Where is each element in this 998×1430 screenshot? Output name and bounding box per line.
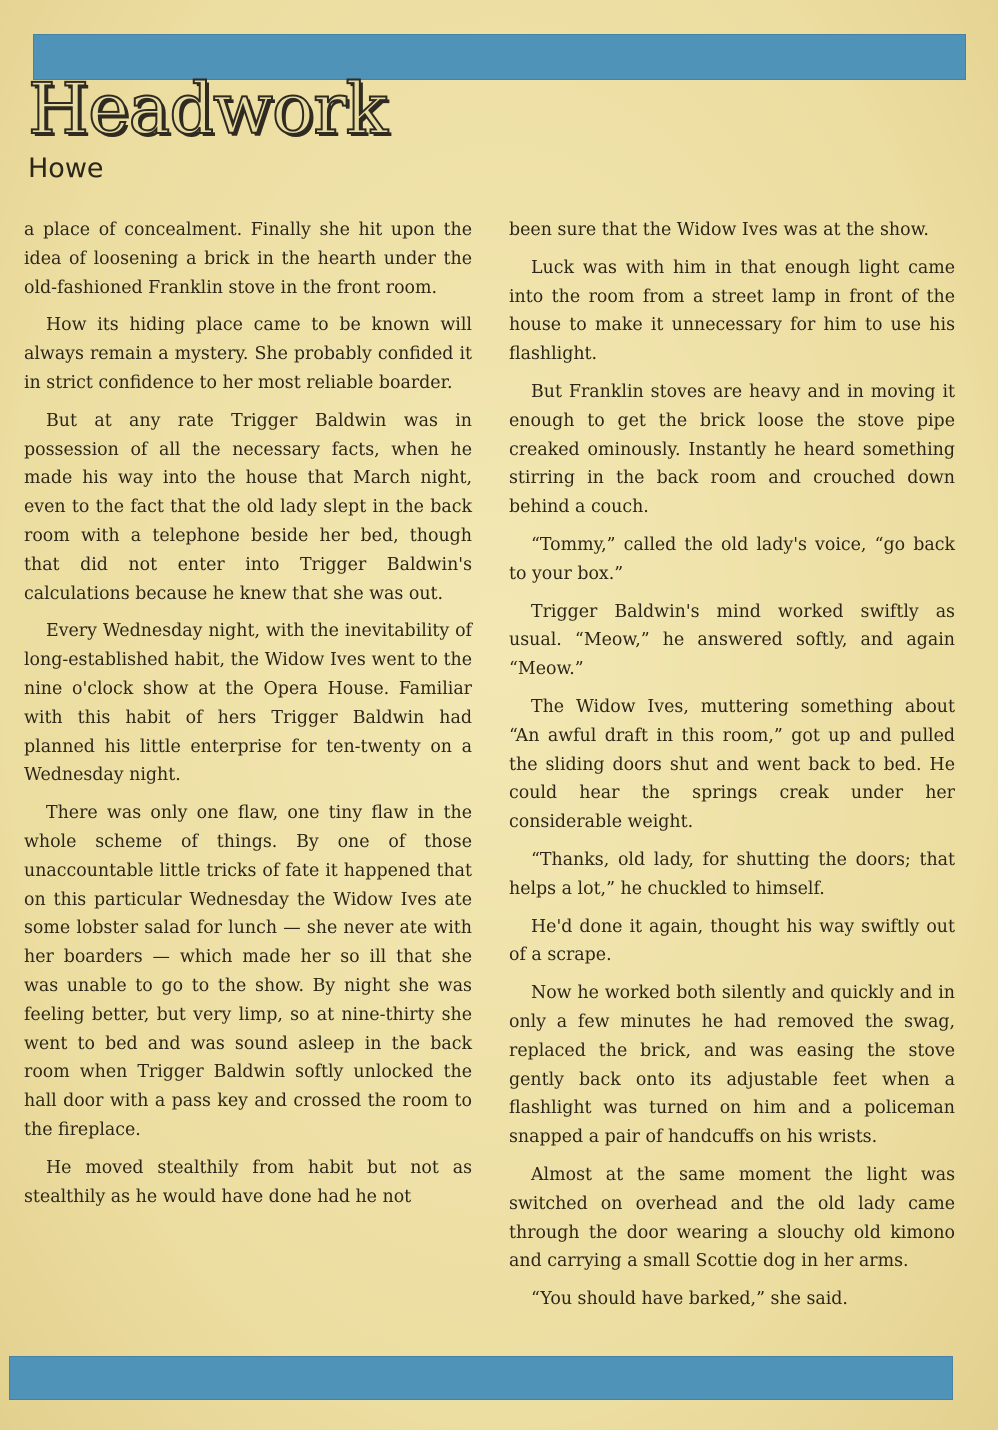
story-title: Headwork — [28, 68, 387, 150]
paragraph: The Widow Ives, muttering something about “An awful draft in this room,” got up and pulled the sliding doors shut and went back to bed. He could hear the springs creak under her considerable weight. — [509, 696, 955, 833]
paragraph: a place of concealment. Finally she hit upon the idea of loosening a brick in the hearth under the old-fashioned Franklin stove in the front room. — [24, 220, 472, 298]
paragraph: been sure that the Widow Ives was at the show. — [509, 220, 929, 240]
bottom-banner — [9, 1356, 953, 1400]
paragraph: Now he worked both silently and quickly and in only a few minutes he had removed the swag, replaced the brick, and was easing the stove gently back onto its adjustable feet when a flashlight was turned on him and a policeman snapped a pair of handcuffs on his wrists. — [509, 983, 955, 1148]
paragraph: “Tommy,” called the old lady's voice, “go back to your box.” — [509, 534, 955, 584]
paragraph: “Thanks, old lady, for shutting the doors; that helps a lot,” he chuckled to himself. — [509, 849, 955, 899]
paragraph: Luck was with him in that enough light came into the room from a street lamp in front of the house to make it unnecessary for him to use his flashlight. — [509, 257, 955, 365]
paragraph: Every Wednesday night, with the inevitability of long-established habit, the Widow Ives went to the nine o'clock show at the Opera House. Familiar with this habit of hers Trigger Baldwin had planned his little enterprise for ten-twenty on a Wednesday night. — [24, 621, 472, 786]
paragraph: Almost at the same moment the light was switched on overhead and the old lady came through the door wearing a slouchy old kimono and carrying a small Scottie dog in her arms. — [509, 1164, 955, 1272]
paragraph: “You should have barked,” she said. — [531, 1289, 848, 1310]
paragraph: But Franklin stoves are heavy and in moving it enough to get the brick loose the stove pipe creaked ominously. Instantly he heard something stirring in the back room and crouched down behind a couch. — [509, 381, 955, 518]
right-column — [509, 216, 955, 1323]
paragraph: He moved stealthily from habit but not as stealthily as he would have done had he not — [24, 1157, 472, 1207]
story-author: Howe — [28, 153, 104, 184]
paragraph: But at any rate Trigger Baldwin was in possession of all the necessary facts, when he made his way into the house that March night, even to the fact that the old lady slept in the back room with a telephone beside her bed, though that did not enter into Trigger Baldwin's calculations because he knew that she was out. — [24, 410, 472, 604]
paragraph: Trigger Baldwin's mind worked swiftly as usual. “Meow,” he answered softly, and again “Meow.” — [509, 601, 955, 680]
paragraph: There was only one flaw, one tiny flaw in the whole scheme of things. By one of those unaccountable little tricks of fate it happened that on this particular Wednesday the Widow Ives ate some lobster salad for lunch — she never ate with her boarders — which made her so ill that she was unable to go to the show. By night she was feeling better, but very limp, so at nine-thirty she went to bed and was sound asleep in the back room when Trigger Baldwin softly unlocked the hall door with a pass key and crossed the room to the fireplace. — [24, 803, 472, 1140]
left-column — [24, 216, 472, 1220]
paragraph: He'd done it again, thought his way swiftly out of a scrape. — [509, 916, 955, 966]
paragraph: How its hiding place came to be known will always remain a mystery. She probably confided it in strict confidence to her most reliable boarder. — [24, 315, 472, 393]
